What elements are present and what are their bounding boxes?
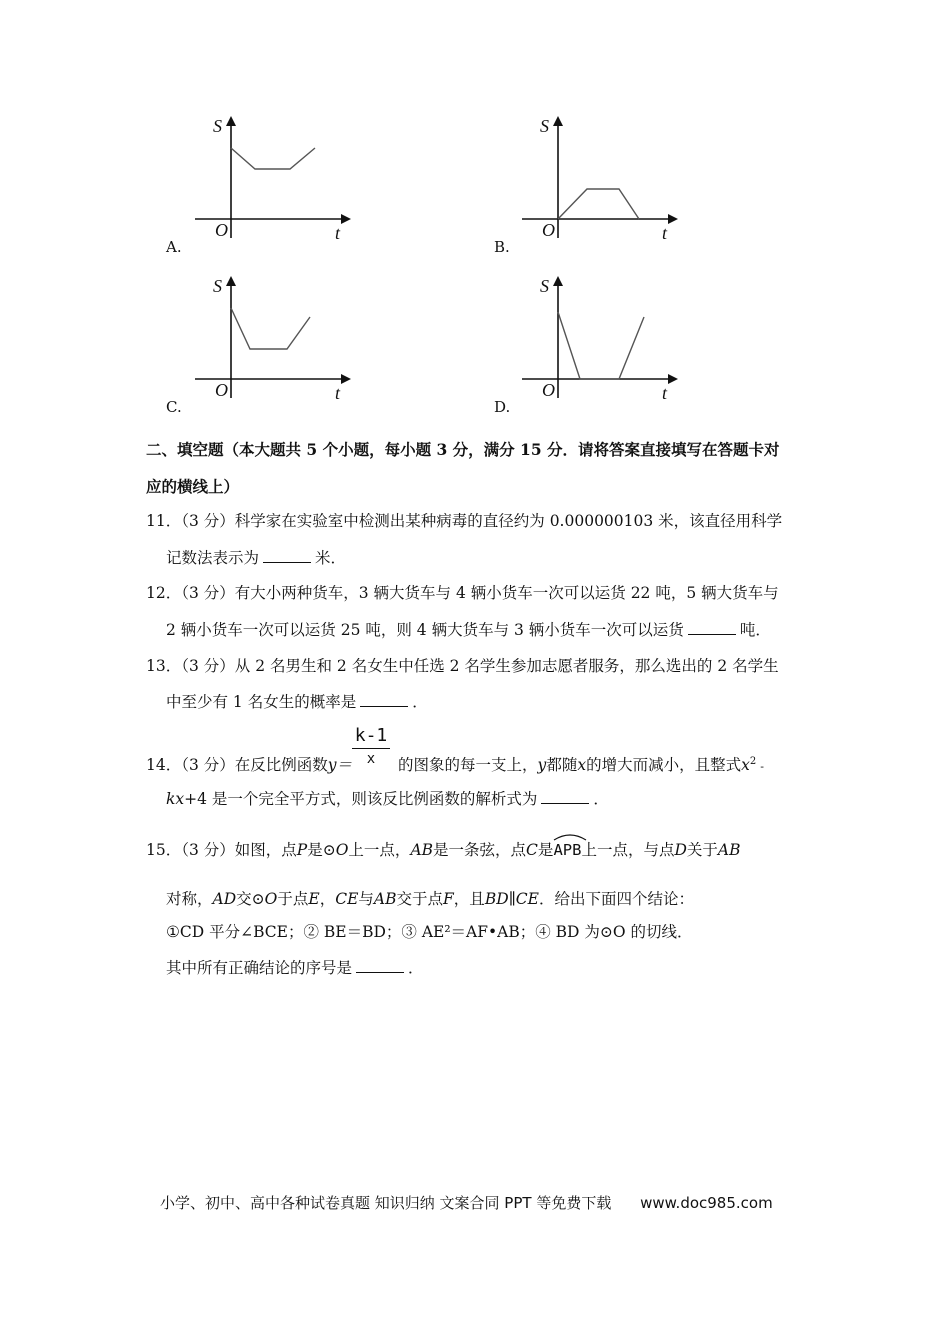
q13-line2: [166, 692, 428, 712]
answer-blank: [541, 789, 589, 804]
graph-b: [522, 112, 692, 242]
var-x: x: [577, 756, 587, 775]
answer-blank: [688, 620, 736, 635]
var-ab: AB: [373, 890, 397, 908]
q15-text: 交于点: [396, 890, 444, 908]
q14-text: +4 是一个完全平方式，则该反比例函数的解析式为: [184, 790, 538, 808]
graph-d: [522, 272, 692, 402]
arc-icon: [553, 833, 587, 841]
q15-text: 是: [537, 841, 554, 859]
answer-blank: [360, 692, 408, 707]
answer-blank: [356, 958, 404, 973]
q13-text: 中至少有 1 名女生的概率是: [166, 693, 357, 711]
graph-c: [195, 272, 365, 402]
var-o: O: [264, 890, 278, 908]
q14-text: 的图象的每一支上，: [398, 756, 538, 775]
q11-line2: [166, 548, 346, 568]
axis-y-label: S: [540, 116, 549, 136]
option-c-label: C.: [166, 398, 182, 416]
q12-unit: 吨．: [739, 621, 771, 639]
q15-text: 是⊙: [307, 841, 336, 859]
q15-text: 对称，: [166, 890, 213, 908]
q12-text: 2 辆小货车一次可以运货 25 吨，则 4 辆大货车与 3 辆小货车一次可以运货: [166, 621, 684, 639]
q12-line1: 12．（3 分）有大小两种货车，3 辆大货车与 4 辆小货车一次可以运货 22 吨，5 辆大货车与: [146, 584, 779, 602]
q15-text: 与: [358, 890, 374, 908]
q14-text: 的增大而减小，且整式: [586, 756, 742, 775]
var-f: F: [443, 890, 454, 908]
option-b-label: B.: [494, 238, 510, 256]
q14-line2: [166, 789, 609, 809]
q12-line2: [166, 620, 771, 640]
q15-text: 关于: [686, 841, 718, 859]
q15-line4: [166, 958, 424, 978]
q15-text: 15．（3 分）如图，点: [146, 841, 297, 859]
origin-label: O: [215, 220, 228, 240]
q15-text: 上一点，与点: [581, 841, 675, 859]
q15-text: 是一条弦，点: [433, 841, 527, 859]
footer-url: www.doc985.com: [640, 1194, 773, 1212]
q15-text: 上一点，: [348, 841, 411, 859]
graph-a: [195, 112, 365, 242]
q15-text: ，且: [453, 890, 485, 908]
q14-text: 14．（3 分）在反比例函数: [146, 756, 328, 775]
option-d-label: D.: [494, 398, 511, 416]
q15-line2: [166, 889, 694, 909]
answer-blank: [263, 548, 311, 563]
arc-label: APB: [553, 841, 582, 859]
q15-text: 其中所有正确结论的序号是: [166, 959, 353, 977]
footer: [160, 1192, 773, 1213]
q15-text: 交⊙: [236, 890, 265, 908]
exponent: 2: [749, 756, 757, 767]
section-heading-line1: 二、填空题（本大题共 5 个小题，每小题 3 分，满分 15 分．请将答案直接填写在答题卡对: [146, 440, 780, 459]
var-y: y: [537, 756, 547, 775]
var-ab: AB: [410, 841, 434, 859]
origin-label: O: [215, 380, 228, 400]
arc-apb: [553, 840, 581, 860]
q15-line1: [146, 840, 741, 860]
q15-text: 于点: [277, 890, 309, 908]
var-d: D: [674, 841, 687, 859]
origin-label: O: [542, 380, 555, 400]
axis-y-label: S: [540, 276, 549, 296]
var-ab: AB: [717, 841, 741, 859]
axis-x-label: t: [335, 223, 341, 243]
var-bd-parallel-ce: BD∥CE: [484, 890, 539, 908]
var-ce: CE: [335, 890, 359, 908]
q15-end: ．: [408, 959, 424, 977]
q15-text: ．给出下面四个结论：: [538, 890, 694, 908]
var-c: C: [526, 841, 538, 859]
q15-text: ，: [319, 890, 336, 908]
axis-y-label: S: [213, 116, 222, 136]
fraction-denominator: x: [366, 751, 376, 767]
origin-label: O: [542, 220, 555, 240]
q14-end: ．: [593, 790, 609, 808]
axis-y-label: S: [213, 276, 222, 296]
axis-x-label: t: [335, 383, 341, 403]
footer-text: 小学、初中、高中各种试卷真题 知识归纳 文案合同 PPT 等免费下载: [160, 1194, 612, 1212]
var-ad: AD: [212, 890, 237, 908]
minus: -: [760, 760, 764, 774]
q15-line3: ①CD 平分∠BCE；② BE＝BD；③ AE²＝AF•AB；④ BD 为⊙O 的切线．: [166, 923, 693, 941]
q14-text: 都随: [546, 756, 578, 775]
var-o: O: [335, 841, 349, 859]
fraction-bar: [352, 748, 390, 749]
q11-line1: 11．（3 分）科学家在实验室中检测出某种病毒的直径约为 0.000000103 米，该直径用科学: [146, 512, 783, 530]
var-x: x: [741, 756, 750, 775]
q11-unit: 米．: [315, 549, 347, 567]
axis-x-label: t: [662, 223, 668, 243]
axis-x-label: t: [662, 383, 668, 403]
fraction-numerator: k-1: [354, 725, 388, 746]
q13-line1: 13．（3 分）从 2 名男生和 2 名女生中任选 2 名学生参加志愿者服务，那么选出的 2 名学生: [146, 657, 779, 675]
section-heading-line2: 应的横线上）: [146, 477, 240, 496]
q13-end: ．: [412, 693, 428, 711]
var-kx: kx: [166, 790, 185, 808]
option-a-label: A.: [166, 238, 182, 256]
var-y: y＝: [327, 756, 353, 775]
q11-text: 记数法表示为: [166, 549, 260, 567]
var-p: P: [296, 841, 308, 859]
q14-line1: [146, 752, 764, 777]
var-e: E: [308, 890, 320, 908]
